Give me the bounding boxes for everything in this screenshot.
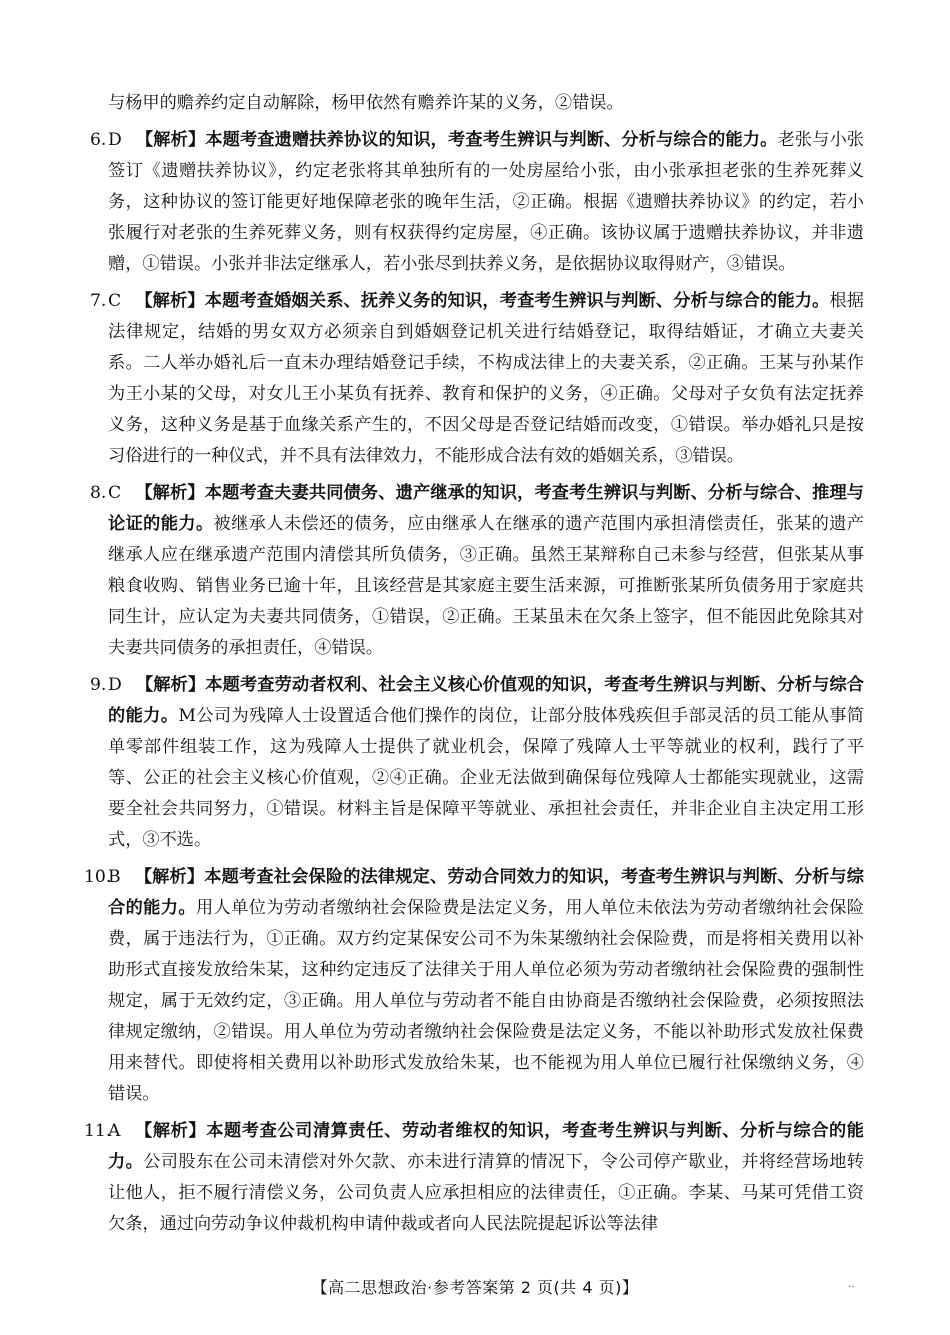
analysis-body: 被继承人未偿还的债务，应由继承人在继承的遗产范围内承担清偿责任，张某的遗产继承人应在继承遗产范围内清偿其所负债务，③正确。虽然王某辩称自己未参与经营，但张某从事粮食收购、销售业务已逾十年，且该经营是其家庭主要生活来源，可推断张某所负债务用于家庭共同生计，应认定为夫妻共同债务，①错误，②正确。王某虽未在欠条上签字，但不能因此免除其对夫妻共同债务的承担责任，④错误。 [108, 514, 864, 658]
page-footer: 【高二思想政治·参考答案第 2 页(共 4 页)】 [311, 1278, 639, 1297]
answer-item [90, 125, 864, 280]
question-number: 8. [90, 483, 107, 503]
analysis-lead: 【解析】本题考查劳动者权利、社会主义核心价值观的知识，考查考生辨识与判断、分析与综合的能力。 [108, 675, 864, 726]
answer-list [84, 125, 864, 1240]
question-number: 11. [84, 1121, 112, 1141]
intro-paragraph: 与杨甲的赡养约定自动解除，杨甲依然有赡养许某的义务，②错误。 [108, 93, 624, 113]
analysis-body: 根据法律规定，结婚的男女双方必须亲自到婚姻登记机关进行结婚登记，取得结婚证，才确立夫妻关系。二人举办婚礼后一直未办理结婚登记手续，不构成法律上的夫妻关系，②正确。王某与孙某作为王小某的父母，对女儿王小某负有抚养、教育和保护的义务，④正确。父母对子女负有法定抚养义务，这种义务是基于血缘关系产生的，不因父母是否登记结婚而改变，①错误。举办婚礼只是按习俗进行的一种仪式，并不具有法律效力，不能形成合法有效的婚姻关系，③错误。 [108, 291, 864, 466]
answer-letter: D [108, 130, 122, 150]
question-number: 9. [90, 675, 107, 695]
analysis-lead: 【解析】本题考查婚姻关系、抚养义务的知识，考查考生辨识与判断、分析与综合的能力。 [135, 291, 830, 311]
answer-letter: B [108, 867, 121, 887]
analysis-lead: 【解析】本题考查遗赠扶养协议的知识，考查考生辨识与判断、分析与综合的能力。 [135, 130, 778, 150]
answer-item [90, 670, 864, 856]
analysis-body: 用人单位为劳动者缴纳社会保险费是法定义务，用人单位未依法为劳动者缴纳社会保险费，属于违法行为，①正确。双方约定某保安公司不为朱某缴纳社会保险费，而是将相关费用以补助形式直接发放给朱某，这种约定违反了法律关于用人单位必须为劳动者缴纳社会保险费的强制性规定，属于无效约定，③正确。用人单位与劳动者不能自由协商是否缴纳社会保险费，必须按照法律规定缴纳，②错误。用人单位为劳动者缴纳社会保险费是法定义务，不能以补助形式发放社保费用来替代。即使将相关费用以补助形式发放给朱某，也不能视为用人单位已履行社保缴纳义务，④错误。 [108, 898, 864, 1104]
question-number: 10. [84, 867, 112, 887]
analysis-body: 公司股东在公司未清偿对外欠款、亦未进行清算的情况下，令公司停产歇业，并将经营场地转让他人，拒不履行清偿义务，公司负责人应承担相应的法律责任，①正确。李某、马某可凭借工资欠条，通过向劳动争议仲裁机构申请仲裁或者向人民法院提起诉讼等法律 [108, 1152, 864, 1234]
corner-mark: ‥ [848, 1279, 855, 1290]
answer-item [90, 286, 864, 472]
answer-item [84, 862, 864, 1110]
answer-letter: C [108, 291, 122, 311]
analysis-lead: 【解析】本题考查公司清算责任、劳动者维权的知识，考查考生辨识与判断、分析与综合的能力。 [108, 1121, 864, 1172]
question-number: 7. [90, 291, 107, 311]
analysis-lead: 【解析】本题考查夫妻共同债务、遗产继承的知识，考查考生辨识与判断、分析与综合、推理与论证的能力。 [108, 483, 864, 534]
analysis-body: M公司为残障人士设置适合他们操作的岗位，让部分肢体残疾但手部灵活的员工能从事简单零部件组装工作，这为残障人士提供了就业机会，保障了残障人士平等就业的权利，践行了平等、公正的社会主义核心价值观，②④正确。企业无法做到确保每位残障人士都能实现就业，这需要全社会共同努力，①错误。材料主旨是保障平等就业、承担社会责任，并非企业自主决定用工形式，③不选。 [108, 706, 864, 850]
answer-item [84, 1116, 864, 1240]
answer-letter: A [108, 1121, 121, 1141]
answer-item [90, 478, 864, 664]
answer-letter: D [108, 675, 122, 695]
question-number: 6. [90, 130, 107, 150]
analysis-lead: 【解析】本题考查社会保险的法律规定、劳动合同效力的知识，考查考生辨识与判断、分析与综合的能力。 [108, 867, 864, 918]
analysis-body: 老张与小张签订《遗赠扶养协议》，约定老张将其单独所有的一处房屋给小张，由小张承担老张的生养死葬义务，这种协议的签订能更好地保障老张的晚年生活，②正确。根据《遗赠扶养协议》的约定，若小张履行对老张的生养死葬义务，则有权获得约定房屋，④正确。该协议属于遗赠扶养协议，并非遗赠，①错误。小张并非法定继承人，若小张尽到扶养义务，是依据协议取得财产，③错误。 [108, 130, 864, 274]
answer-letter: C [108, 483, 122, 503]
